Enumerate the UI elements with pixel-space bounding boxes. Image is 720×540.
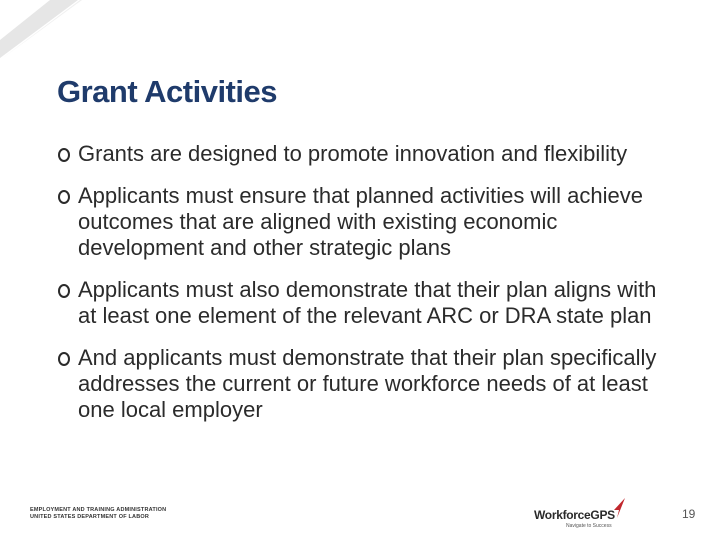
- bullet-text: Grants are designed to promote innovation and flexibility: [78, 141, 628, 166]
- page-number: 19: [682, 507, 696, 521]
- bullet-item: [58, 345, 678, 423]
- bullet-circle-icon: [58, 148, 70, 162]
- bullet-text: Applicants must ensure that planned activities will achieve outcomes that are aligned with existing economic development and other strategic plans: [78, 183, 643, 260]
- bullet-circle-icon: [58, 284, 70, 298]
- bullet-text: And applicants must demonstrate that their plan specifically addresses the current or future workforce needs of at least one local employer: [78, 345, 657, 422]
- bullet-circle-icon: [58, 352, 70, 366]
- logo-name: WorkforceGPS: [534, 508, 615, 522]
- bullet-circle-icon: [58, 190, 70, 204]
- decorative-corner-band: [0, 0, 720, 60]
- bullet-list: [58, 141, 678, 439]
- bullet-item: [58, 141, 678, 167]
- logo-tagline: Navigate to Success: [566, 523, 612, 529]
- dol-eta-footer: [30, 507, 166, 521]
- agency-name: EMPLOYMENT AND TRAINING ADMINISTRATION: [30, 507, 167, 513]
- compass-arrow-icon: [612, 498, 626, 518]
- workforcegps-logo: [534, 498, 644, 532]
- bullet-item: [58, 183, 678, 261]
- slide-title: Grant Activities: [57, 74, 277, 109]
- bullet-item: [58, 277, 678, 329]
- bullet-text: Applicants must also demonstrate that their plan aligns with at least one element of the relevant ARC or DRA state plan: [78, 277, 657, 328]
- department-name: UNITED STATES DEPARTMENT OF LABOR: [30, 514, 150, 520]
